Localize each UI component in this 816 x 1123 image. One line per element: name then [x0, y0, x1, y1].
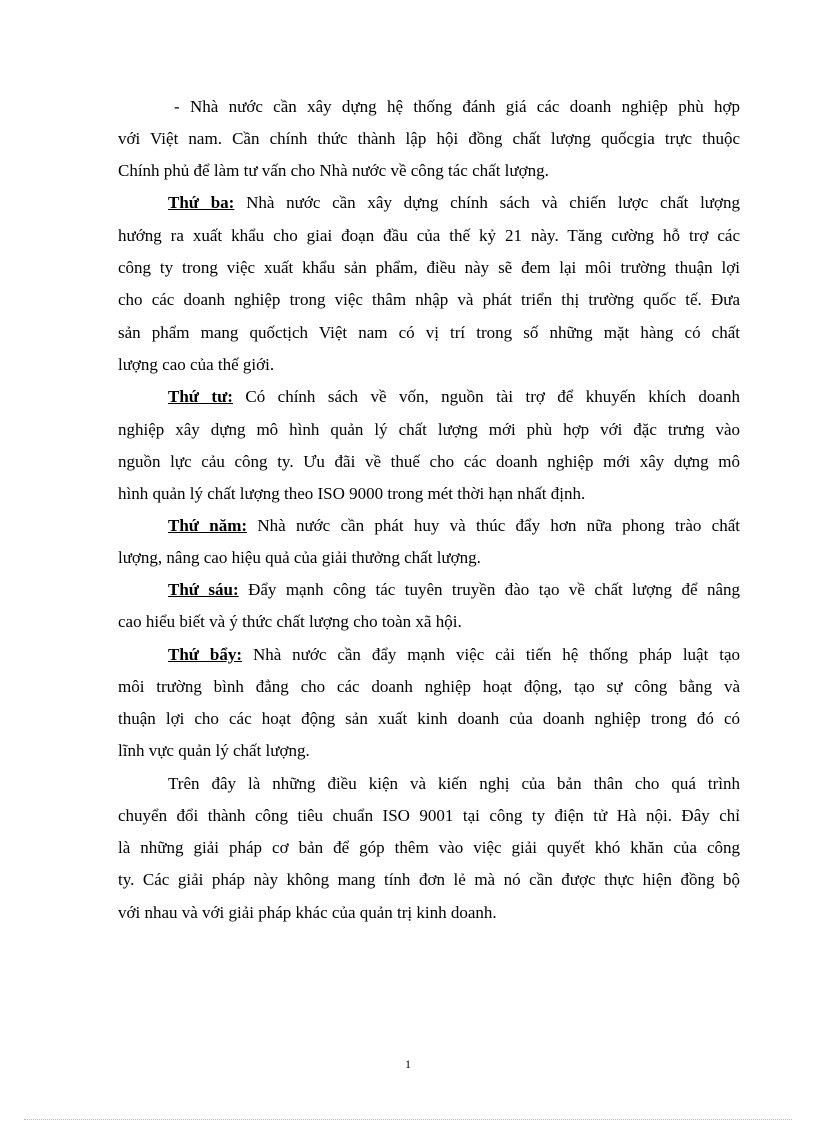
paragraph-line: công ty trong việc xuất khẩu sản phẩm, điều này sẽ đem lại môi trường thuận lợi — [118, 258, 740, 277]
paragraph-line: môi trường bình đẳng cho các doanh nghiệp hoạt động, tạo sự công bằng và — [118, 677, 740, 696]
paragraph-line: nghiệp xây dựng mô hình quản lý chất lượng mới phù hợp với đặc trưng vào — [118, 420, 740, 439]
paragraph-line: là những giải pháp cơ bản để góp thêm vào việc giải quyết khó khăn của công — [118, 838, 740, 857]
paragraph-line: chuyển đổi thành công tiêu chuẩn ISO 9001 tại công ty điện tử Hà nội. Đây chỉ — [118, 806, 740, 825]
paragraph-line: nguồn lực cảu công ty. Ưu đãi về thuế cho các doanh nghiệp mới xây dựng mô — [118, 452, 740, 471]
paragraph-line: Thứ sáu: Đẩy mạnh công tác tuyên truyền đào tạo về chất lượng để nâng — [168, 580, 740, 599]
page-bottom-divider — [24, 1119, 792, 1120]
section-heading: Thứ năm: — [168, 516, 248, 535]
section-heading: Thứ ba: — [168, 193, 235, 212]
section-heading: Thứ sáu: — [168, 580, 239, 599]
section-heading: Thứ bẩy: — [168, 645, 243, 664]
paragraph-line: lĩnh vực quản lý chất lượng. — [118, 741, 310, 760]
paragraph-line: thuận lợi cho các hoạt động sản xuất kinh doanh của doanh nghiệp trong đó có — [118, 709, 740, 728]
page-number: 1 — [405, 1057, 411, 1071]
paragraph-line: Thứ năm: Nhà nước cần phát huy và thúc đẩy hơn nữa phong trào chất — [168, 516, 740, 535]
paragraph-line: với nhau và với giải pháp khác của quản trị kinh doanh. — [118, 903, 497, 922]
paragraph-line: Thứ bẩy: Nhà nước cần đẩy mạnh việc cải tiến hệ thống pháp luật tạo — [168, 645, 740, 664]
paragraph-line: Trên đây là những điều kiện và kiến nghị của bản thân cho quá trình — [168, 774, 740, 793]
paragraph-line: hướng ra xuất khẩu cho giai đoạn đầu của thế kỷ 21 này. Tăng cường hỗ trợ các — [118, 226, 740, 245]
paragraph-line: với Việt nam. Cần chính thức thành lập hội đồng chất lượng quốcgia trực thuộc — [118, 129, 740, 148]
paragraph-line: Chính phủ để làm tư vấn cho Nhà nước về công tác chất lượng. — [118, 161, 549, 180]
paragraph-line: Thứ ba: Nhà nước cần xây dựng chính sách và chiến lược chất lượng — [168, 193, 740, 212]
paragraph-line: ty. Các giải pháp này không mang tính đơn lẻ mà nó cần được thực hiện đồng bộ — [118, 870, 740, 889]
paragraph-line: - Nhà nước cần xây dựng hệ thống đánh giá các doanh nghiệp phù hợp — [174, 97, 740, 116]
paragraph-line: sản phẩm mang quốctịch Việt nam có vị trí trong số những mặt hàng có chất — [118, 323, 740, 342]
paragraph-line: cao hiểu biết và ý thức chất lượng cho toàn xã hội. — [118, 612, 462, 631]
section-heading: Thứ tư: — [168, 387, 233, 406]
paragraph-line: Thứ tư: Có chính sách về vốn, nguồn tài trợ để khuyến khích doanh — [168, 387, 740, 406]
paragraph-line: cho các doanh nghiệp trong việc thâm nhập và phát triển thị trường quốc tế. Đưa — [118, 290, 740, 309]
paragraph-line: hình quản lý chất lượng theo ISO 9000 trong mét thời hạn nhất định. — [118, 484, 586, 503]
paragraph-line: lượng, nâng cao hiệu quả của giải thưởng chất lượng. — [118, 548, 481, 567]
paragraph-line: lượng cao của thế giới. — [118, 355, 275, 374]
